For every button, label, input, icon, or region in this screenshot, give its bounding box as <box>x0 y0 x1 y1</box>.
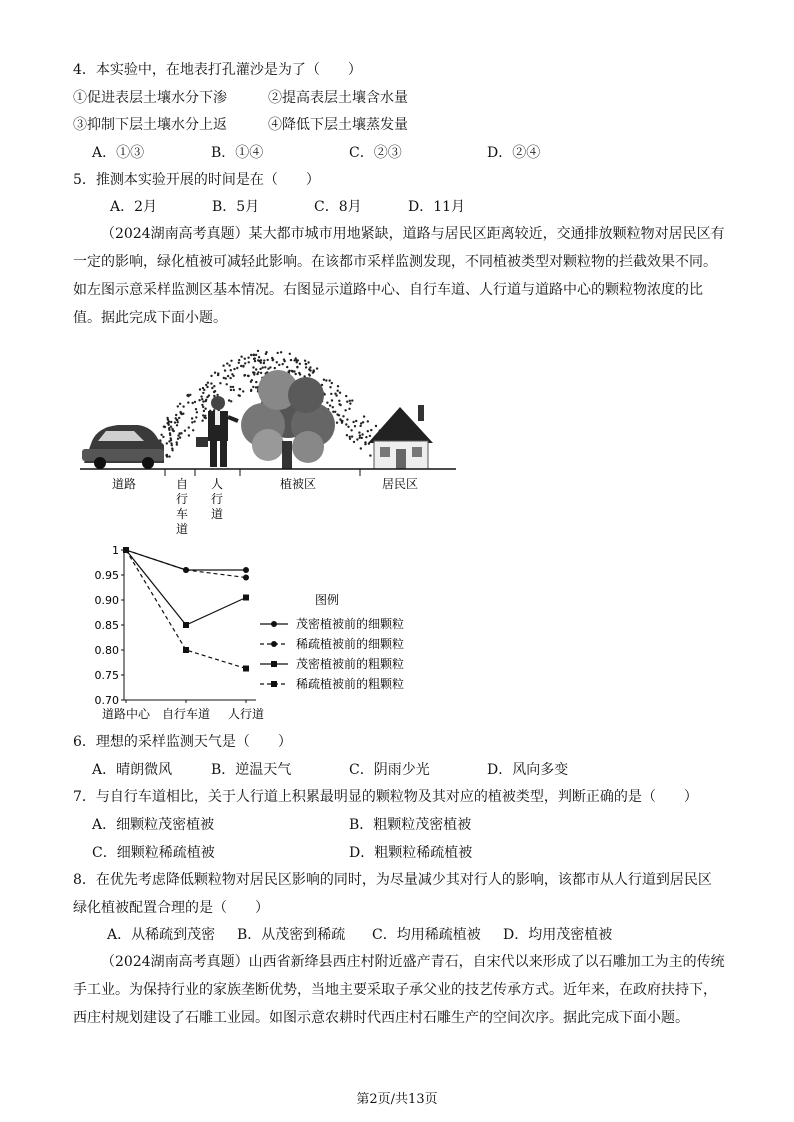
q6-option-b: B．逆温天气 <box>211 762 292 778</box>
page-footer: 第2页/共13页 <box>356 1092 438 1107</box>
label-residential: 居民区 <box>381 477 419 491</box>
y-tick-label: 0.75 <box>94 669 119 682</box>
data-point <box>243 575 249 581</box>
q4-stem: 4．本实验中，在地表打孔灌沙是为了（ ） <box>73 62 362 78</box>
q7-option-b: B．粗颗粒茂密植被 <box>349 817 472 833</box>
q8-option-d: D．均用茂密植被 <box>503 927 613 943</box>
q4-item-4: ④降低下层土壤蒸发量 <box>268 117 408 133</box>
q8-option-b: B．从茂密到稀疏 <box>237 927 346 943</box>
q8-stem: 8．在优先考虑降低颗粒物对居民区影响的同时，为尽量减少其对行人的影响，该都市从人行道到居民区绿化植被配置合理的是（ ） <box>73 872 712 916</box>
q7-option-c: C．细颗粒稀疏植被 <box>92 845 215 861</box>
legend-item <box>260 636 404 651</box>
q6-stem: 6．理想的采样监测天气是（ ） <box>73 734 292 750</box>
series-line <box>123 547 249 672</box>
y-tick-label: 0.90 <box>94 594 119 607</box>
x-tick-label: 道路中心 <box>101 707 151 721</box>
data-point <box>271 621 277 627</box>
y-tick-label: 0.85 <box>94 619 119 632</box>
data-point <box>183 647 189 653</box>
q7-option-a: A．细颗粒茂密植被 <box>92 817 215 833</box>
data-point <box>183 567 189 573</box>
data-point <box>271 661 277 667</box>
label-road: 道路 <box>111 477 137 491</box>
q4-option-b: B．①④ <box>211 145 264 161</box>
q6-option-d: D．风向多变 <box>487 762 569 778</box>
monitoring-area-diagram <box>78 345 458 540</box>
q5-option-c: C．8月 <box>314 199 362 215</box>
q7-option-d: D．粗颗粒稀疏植被 <box>349 845 473 861</box>
q6-option-c: C．阴雨少光 <box>349 762 430 778</box>
data-point <box>243 567 249 573</box>
car-icon <box>82 425 164 469</box>
label-vegetation: 植被区 <box>279 477 317 491</box>
q4-item-3: ③抑制下层土壤水分上返 <box>73 117 227 133</box>
y-tick-label: 1 <box>112 544 119 557</box>
label-sidewalk: 人行道 <box>210 477 224 521</box>
data-point <box>243 595 249 601</box>
series-line <box>123 547 249 628</box>
data-point <box>183 622 189 628</box>
intro-paragraph-1: （2024湖南高考真题）某大都市城市用地紧缺，道路与居民区距离较近，交通排放颗粒物对居民区有一定的影响，绿化植被可减轻此影响。在该都市采样监测发现，不同植被类型对颗粒物的拦截效果不同。如左图示意采样监测区基本情况。右图显示道路中心、自行车道、人行道与道路中心的颗粒物浓度的比值。据此完成下面小题。 <box>73 226 725 326</box>
q4-option-d: D．②④ <box>487 145 541 161</box>
legend-label: 茂密植被前的细颗粒 <box>296 617 405 631</box>
q8-option-a: A．从稀疏到茂密 <box>107 927 216 943</box>
q4-item-2: ②提高表层土壤含水量 <box>268 90 408 106</box>
q7-stem: 7．与自行车道相比，关于人行道上积累最明显的颗粒物及其对应的植被类型，判断正确的是（ ） <box>73 789 698 805</box>
q5-stem: 5．推测本实验开展的时间是在（ ） <box>73 172 320 188</box>
x-tick-label: 人行道 <box>227 707 265 721</box>
q5-option-a: A．2月 <box>110 199 158 215</box>
data-point <box>271 681 277 687</box>
house-icon <box>368 405 433 469</box>
y-tick-label: 0.95 <box>94 569 119 582</box>
legend-item <box>260 676 404 691</box>
q4-item-1: ①促进表层土壤水分下渗 <box>73 90 227 106</box>
data-point <box>123 547 129 553</box>
q4-option-a: A．①③ <box>92 145 145 161</box>
data-point <box>271 641 277 647</box>
legend-title: 图例 <box>314 593 340 607</box>
q5-option-d: D．11月 <box>408 199 466 215</box>
data-point <box>243 666 249 672</box>
q8-option-c: C．均用稀疏植被 <box>372 927 481 943</box>
legend-item <box>260 656 404 671</box>
q5-option-b: B．5月 <box>212 199 260 215</box>
legend-label: 茂密植被前的粗颗粒 <box>296 657 405 671</box>
label-bike-lane: 自行车道 <box>175 477 189 536</box>
x-tick-label: 自行车道 <box>161 707 211 721</box>
particle-ratio-chart <box>74 540 454 725</box>
y-tick-label: 0.70 <box>94 694 119 707</box>
legend-item <box>260 616 404 631</box>
y-tick-label: 0.80 <box>94 644 119 657</box>
intro-paragraph-2: （2024湖南高考真题）山西省新绛县西庄村附近盛产青石，自宋代以来形成了以石雕加工为主的传统手工业。为保持行业的家族垄断优势，当地主要采取子承父业的技艺传承方式。近年来，在政府扶持下，西庄村规划建设了石雕工业园。如图示意农耕时代西庄村石雕生产的空间次序。据此完成下面小题。 <box>73 954 725 1026</box>
legend-label: 稀疏植被前的细颗粒 <box>296 637 405 651</box>
q4-option-c: C．②③ <box>349 145 402 161</box>
legend-label: 稀疏植被前的粗颗粒 <box>296 677 405 691</box>
q6-option-a: A．晴朗微风 <box>92 762 173 778</box>
